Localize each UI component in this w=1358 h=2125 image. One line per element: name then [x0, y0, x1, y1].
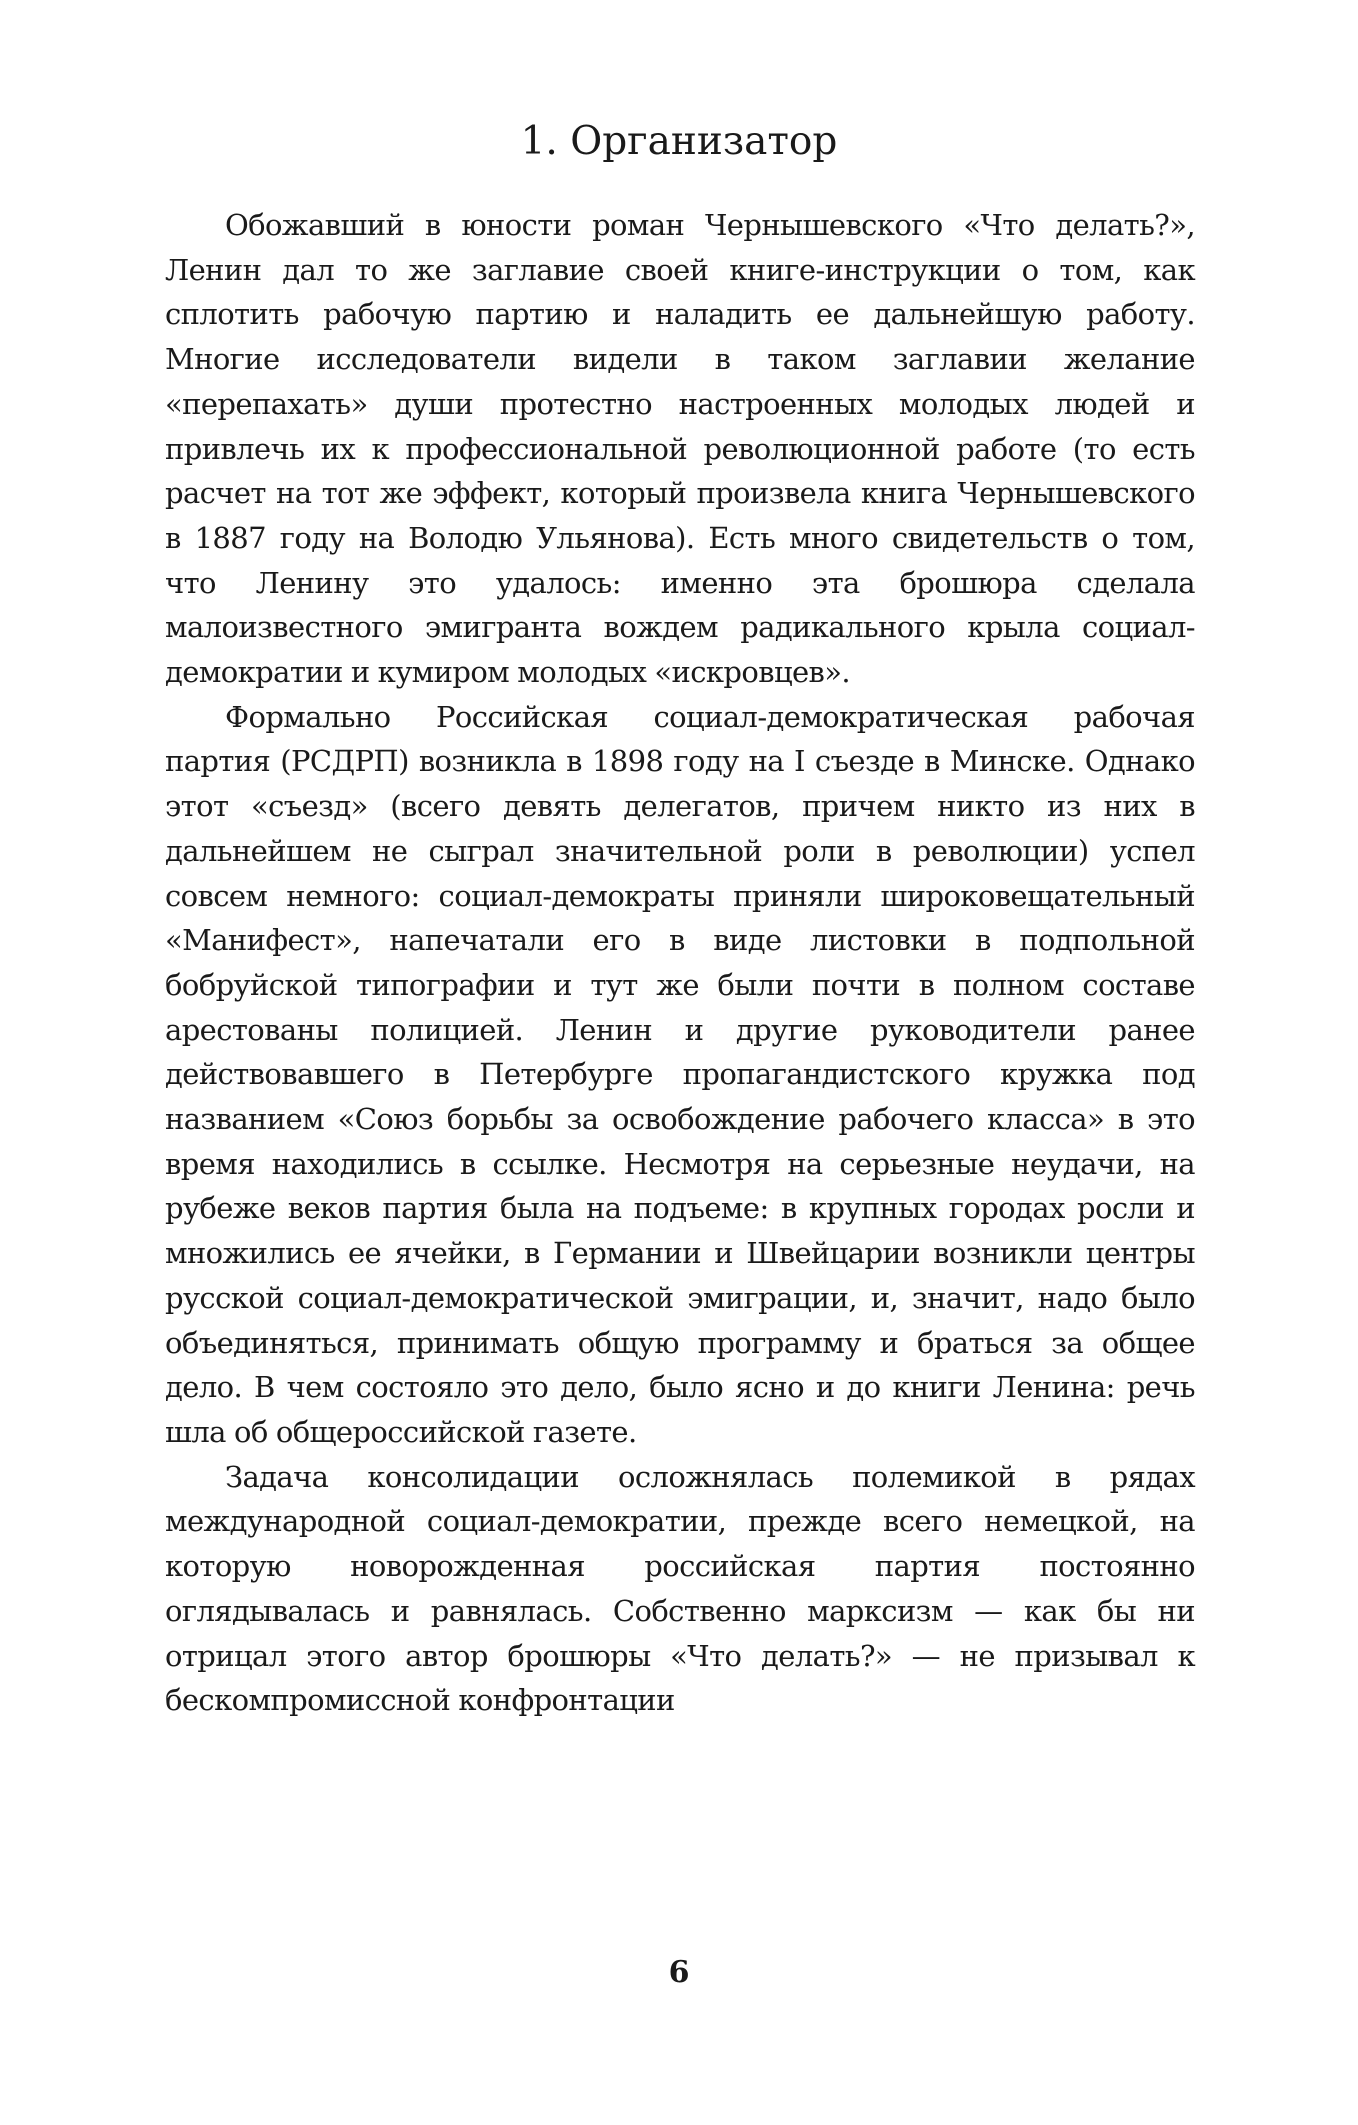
page-number: 6 [668, 1955, 690, 1990]
chapter-title: 1. Организатор [520, 119, 838, 164]
paragraph-2: Формально Российская социал-демократическая рабочая партия (РСДРП) возникла в 1898 году на I съезде в Минске. Однако этот «съезд» (всего девять делегатов, причем никто из них в дальнейшем не сыграл значительной роли в революции) успел совсем немного: социал-демократы приняли широковещательный «Манифест», напечатали его в виде листовки в подпольной бобруйской типографии и тут же были почти в полном составе арестованы полицией. Ленин и другие руководители ранее действовавшего в Петербурге пропагандистского кружка под названием «Союз борьбы за освобождение рабочего класса» в это время находились в ссылке. Несмотря на серьезные неудачи, на рубеже веков партия была на подъеме: в крупных городах росли и множились ее ячейки, в Германии и Швейцарии возникли центры русской социал-демократической эмиграции, и, значит, надо было объединяться, принимать общую программу и браться за общее дело. В чем состояло это дело, было ясно и до книги Ленина: речь шла об общероссийской газете. [165, 699, 1195, 1449]
paragraph-3: Задача консолидации осложнялась полемикой в рядах международной социал-демократии, прежде всего немецкой, на которую новорожденная российская партия постоянно оглядывалась и равнялась. Собственно марксизм — как бы ни отрицал этого автор брошюры «Что делать?» — не призывал к бескомпромиссной конфронтации [165, 1459, 1195, 1718]
body-text [165, 203, 1195, 1723]
paragraph-1: Обожавший в юности роман Чернышевского «Что делать?», Ленин дал то же заглавие своей книге-инструкции о том, как сплотить рабочую партию и наладить ее дальнейшую работу. Многие исследователи видели в таком заглавии желание «перепахать» души протестно настроенных молодых людей и привлечь их к профессиональной революционной работе (то есть расчет на тот же эффект, который произвела книга Чернышевского в 1887 году на Володю Ульянова). Есть много свидетельств о том, что Ленину это удалось: именно эта брошюра сделала малоизвестного эмигранта вождем радикального крыла социал-демократии и кумиром молодых «искровцев». [165, 208, 1195, 690]
